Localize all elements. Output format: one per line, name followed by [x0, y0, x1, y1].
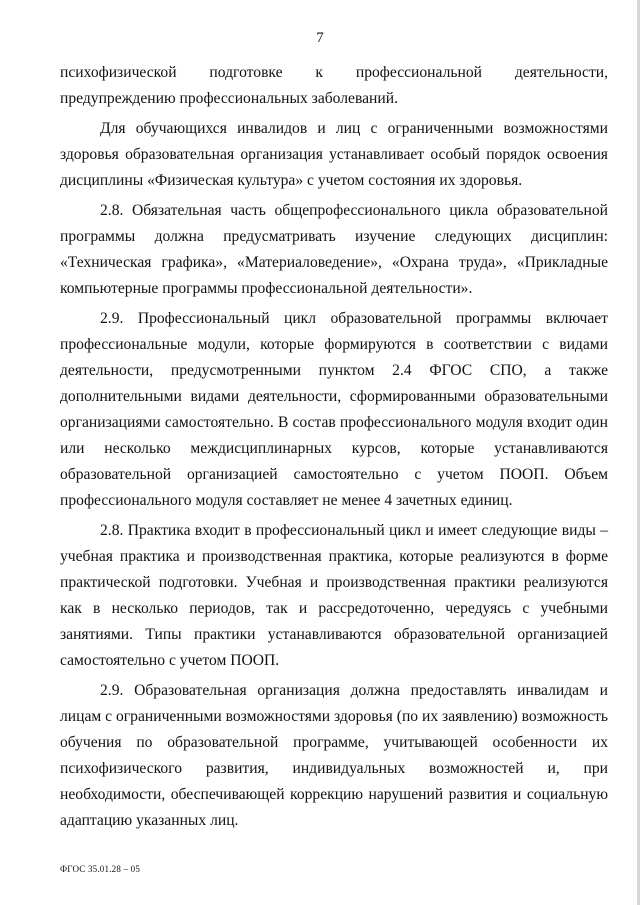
document-body: [60, 60, 608, 838]
paragraph-continuation: психофизической подготовке к профессиональной деятельности, предупреждению профессиональных заболеваний.: [60, 64, 608, 107]
paragraph-2-9-inclusive-education: 2.9. Образовательная организация должна предоставлять инвалидам и лицам с ограниченными возможностями здоровья (по их заявлению) возможность обучения по образовательной программе, учитывающей особенности их психофизического развития, индивидуальных возможностей и, при необходимости, обеспечивающей коррекцию нарушений развития и социальную адаптацию указанных лиц.: [60, 682, 608, 829]
paragraph-disabled-students: Для обучающихся инвалидов и лиц с ограниченными возможностями здоровья образовательная организация устанавливает особый порядок освоения дисциплины «Физическая культура» с учетом состояния их здоровья.: [60, 120, 608, 189]
page-number: 7: [316, 30, 324, 46]
footer-document-code: ФГОС 35.01.28 – 05: [60, 864, 141, 874]
paragraph-2-9-professional-cycle: 2.9. Профессиональный цикл образовательной программы включает профессиональные модули, которые формируются в соответствии с видами деятельности, предусмотренными пунктом 2.4 ФГОС СПО, а также дополнительными видами деятельности, сформированными образовательными организациями самостоятельно. В состав профессионального модуля входит один или несколько междисциплинарных курсов, которые устанавливаются образовательной организацией самостоятельно с учетом ПООП. Объем профессионального модуля составляет не менее 4 зачетных единиц.: [60, 310, 608, 509]
paragraph-2-8-general-cycle: 2.8. Обязательная часть общепрофессионального цикла образовательной программы должна предусматривать изучение следующих дисциплин: «Техническая графика», «Материаловедение», «Охрана труда», «Прикладные компьютерные программы профессиональной деятельности».: [60, 202, 608, 297]
paragraph-2-8-practice: 2.8. Практика входит в профессиональный цикл и имеет следующие виды – учебная практика и производственная практика, которые реализуются в форме практической подготовки. Учебная и производственная практики реализуются как в несколько периодов, так и рассредоточенно, чередуясь с учебными занятиями. Типы практики устанавливаются образовательной организацией самостоятельно с учетом ПООП.: [60, 522, 608, 669]
